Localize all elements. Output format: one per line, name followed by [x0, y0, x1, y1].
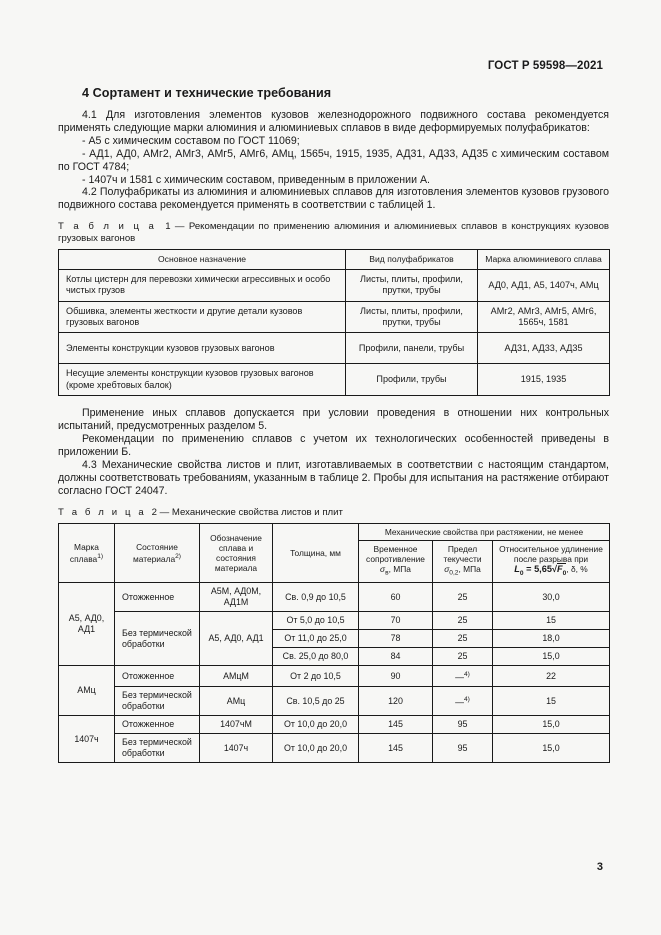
table2-col-alloy-label: Марка сплава [69, 541, 99, 564]
table1-col-alloygrade: Марка алюминиевого сплава [478, 250, 610, 270]
table-1-alloy-recommendations [58, 249, 610, 396]
cell-designation: А5М, АД0М, АД1М [200, 583, 273, 612]
cell-semiproducts: Листы, плиты, профили, прутки, трубы [346, 301, 478, 333]
cell-semiproducts: Профили, панели, трубы [346, 333, 478, 364]
table2-caption-label: Т а б л и ц а [58, 506, 147, 518]
cell-purpose: Обшивка, элементы жесткости и другие детали кузовов грузовых вагонов [59, 301, 346, 333]
paragraph-other-alloys: Применение иных сплавов допускается при условии проведения в отношении них контрольных испытаний, предусмотренных разделом 5. [58, 407, 609, 433]
cell-purpose: Котлы цистерн для перевозки химически агрессивных и особо чистых грузов [59, 269, 346, 301]
formula-l-sub: 0 [519, 570, 524, 578]
cell-elongation: 18,0 [493, 630, 610, 648]
cell-elongation: 15,0 [493, 734, 610, 763]
cell-thickness: От 5,0 до 10,5 [273, 612, 359, 630]
cell-state: Отожженное [115, 666, 200, 687]
cell-designation: А5, АД0, АД1 [200, 612, 273, 666]
cell-yield: —$^{4)}$ [433, 666, 493, 687]
table2-col-elongation-label: Относительное удлинение после разрыва при [499, 543, 603, 565]
page-title: 4 Сортамент и технические требования [82, 86, 332, 100]
footnote-ref: 4) [464, 696, 470, 704]
table2-col-tensile [359, 540, 433, 582]
table1-head [59, 250, 610, 270]
cell-purpose: Несущие элементы конструкции кузовов грузовых вагонов (кроме хребтовых балок) [59, 364, 346, 396]
table2-caption [58, 507, 609, 519]
formula-f: F [557, 564, 563, 575]
cell-alloygrade: АМг2, АМг3, АМг5, АМг6, 1565ч, 1581 [478, 301, 610, 333]
cell-state: Без термической обработки [115, 687, 200, 716]
cell-state: Без термической обработки [115, 734, 200, 763]
table-row [59, 269, 610, 301]
page-number: 3 [596, 861, 603, 873]
cell-tensile: 78 [359, 630, 433, 648]
cell-state: Отожженное [115, 583, 200, 612]
table2-caption-number: 2 [151, 506, 157, 518]
table2-col-yield-unit: , МПа [458, 564, 481, 575]
cell-yield: 25 [433, 612, 493, 630]
standard-header: ГОСТ Р 59598—2021 [487, 60, 603, 72]
page-content [58, 86, 609, 763]
cell-thickness: От 11,0 до 25,0 [273, 630, 359, 648]
table2-col-alloy-note: 1) [97, 553, 104, 561]
cell-yield: —$^{4)}$ [433, 687, 493, 716]
formula-mid: = 5,65 [523, 564, 552, 575]
table-row [59, 364, 610, 396]
table2-col-tensile-label: Временное сопротивление [366, 543, 425, 565]
table2-col-state-label: Состояние материала [132, 541, 178, 564]
table2-col-elongation [493, 540, 610, 582]
table2-caption-text: — Механические свойства листов и плит [159, 506, 343, 518]
table-row [59, 734, 610, 763]
table-row [59, 612, 610, 630]
cell-designation: 1407чМ [200, 716, 273, 734]
paragraph-4-3: 4.3 Механические свойства листов и плит, изготавливаемых в соответствии с настоящим стандартом, должны соответствовать требованиям, указанным в таблице 2. Пробы для испытания на растяжение отбирают согласно ГОСТ 24047. [58, 458, 609, 497]
table2-col-tensile-sub: в [385, 569, 389, 577]
cell-tensile: 120 [359, 687, 433, 716]
cell-alloy: 1407ч [59, 716, 115, 763]
cell-thickness: Св. 10,5 до 25 [273, 687, 359, 716]
cell-designation: АМц [200, 687, 273, 716]
cell-alloygrade: АД31, АД33, АД35 [478, 333, 610, 364]
formula-l: L [514, 564, 520, 575]
table2-col-yield [433, 540, 493, 582]
table-row [59, 716, 610, 734]
cell-thickness: От 2 до 10,5 [273, 666, 359, 687]
paragraph-recommendations: Рекомендации по применению сплавов с учетом их технологических особенностей приведены в приложении Б. [58, 433, 609, 458]
table2-body [59, 583, 610, 763]
table1-header-row [59, 250, 610, 270]
cell-yield: 25 [433, 648, 493, 666]
table1-col-purpose: Основное назначение [59, 250, 346, 270]
cell-elongation: 30,0 [493, 583, 610, 612]
cell-tensile: 145 [359, 716, 433, 734]
table2-header-row-1 [59, 523, 610, 540]
table1-caption-text: — Рекомендации по применению алюминия и алюминиевых сплавов в конструкциях кузовов грузовых вагонов [58, 221, 610, 245]
paragraph-4-2: 4.2 Полуфабрикаты из алюминия и алюминиевых сплавов для изготовления элементов кузовов грузового подвижного состава рекомендуется применять в соответствии с таблицей 1. [58, 186, 609, 212]
cell-alloy: А5, АД0, АД1 [59, 583, 115, 666]
paragraph-4-1: 4.1 Для изготовления элементов кузовов железнодорожного подвижного состава рекомендуется применять следующие марки алюминия и алюминиевых сплавов в виде деформируемых полуфабрикатов: [58, 109, 609, 134]
table1-caption-label: Т а б л и ц а [58, 221, 157, 233]
formula-f-sub: 0 [562, 570, 567, 578]
table-row [59, 666, 610, 687]
table-row [59, 333, 610, 364]
table2-col-yield-label: Предел текучести [443, 543, 482, 565]
cell-designation: АМцМ [200, 666, 273, 687]
formula-tail: , δ, % [566, 564, 588, 575]
cell-alloygrade: АД0, АД1, А5, 1407ч, АМц [478, 269, 610, 301]
table1-body [59, 269, 610, 395]
paragraphs-after-table1 [58, 407, 609, 497]
cell-tensile: 70 [359, 612, 433, 630]
footnote-ref: 4) [464, 671, 470, 679]
cell-elongation: 15,0 [493, 648, 610, 666]
cell-tensile: 145 [359, 734, 433, 763]
cell-yield: 95 [433, 716, 493, 734]
table2-col-tensile-unit: , МПа [388, 564, 411, 575]
cell-tensile: 84 [359, 648, 433, 666]
elongation-formula: $L_0 = 5,65√F_0$ [514, 564, 567, 578]
cell-yield: 95 [433, 734, 493, 763]
table2-col-alloy [59, 523, 115, 583]
table2-col-state-note: 2) [175, 553, 182, 561]
cell-yield: 25 [433, 583, 493, 612]
table2-head [59, 523, 610, 583]
cell-state: Отожженное [115, 716, 200, 734]
list-item-ad1: - АД1, АД0, АМг2, АМг3, АМг5, АМг6, АМц, 1565ч, 1915, 1935, АД31, АД33, АД35 с химическим составом по ГОСТ 4784; [58, 147, 609, 173]
cell-elongation: 15,0 [493, 716, 610, 734]
table2-col-state [115, 523, 200, 583]
cell-alloygrade: 1915, 1935 [478, 364, 610, 396]
cell-alloy: АМц [59, 666, 115, 716]
cell-tensile: 60 [359, 583, 433, 612]
table-row [59, 583, 610, 612]
table2-col-tensile-symbol: σ [380, 564, 386, 575]
table1-col-semiproducts: Вид полуфабрикатов [346, 250, 478, 270]
cell-tensile: 90 [359, 666, 433, 687]
table-2-mechanical-properties [58, 523, 610, 764]
table2-col-yield-sub: 0,2 [449, 569, 459, 577]
table2-col-mech-group: Механические свойства при растяжении, не менее [359, 523, 610, 540]
cell-elongation: 22 [493, 666, 610, 687]
cell-designation: 1407ч [200, 734, 273, 763]
table-row [59, 301, 610, 333]
cell-state: Без термической обработки [115, 612, 200, 666]
table2-col-yield-symbol: σ [444, 564, 450, 575]
table1-caption-number: 1 [165, 221, 171, 233]
cell-thickness: От 10,0 до 20,0 [273, 716, 359, 734]
cell-purpose: Элементы конструкции кузовов грузовых вагонов [59, 333, 346, 364]
cell-thickness: От 10,0 до 20,0 [273, 734, 359, 763]
list-item-a5: - А5 с химическим составом по ГОСТ 11069; [82, 134, 300, 147]
cell-yield: 25 [433, 630, 493, 648]
table-row [59, 687, 610, 716]
list-item-1407: - 1407ч и 1581 с химическим составом, приведенным в приложении А. [82, 173, 430, 186]
cell-thickness: Св. 25,0 до 80,0 [273, 648, 359, 666]
cell-semiproducts: Листы, плиты, профили, прутки, трубы [346, 269, 478, 301]
cell-elongation: 15 [493, 687, 610, 716]
table2-col-thickness: Толщина, мм [273, 523, 359, 583]
cell-semiproducts: Профили, трубы [346, 364, 478, 396]
cell-thickness: Св. 0,9 до 10,5 [273, 583, 359, 612]
table1-caption [58, 221, 609, 245]
table2-col-designation: Обозначение сплава и состояния материала [200, 523, 273, 583]
cell-elongation: 15 [493, 612, 610, 630]
